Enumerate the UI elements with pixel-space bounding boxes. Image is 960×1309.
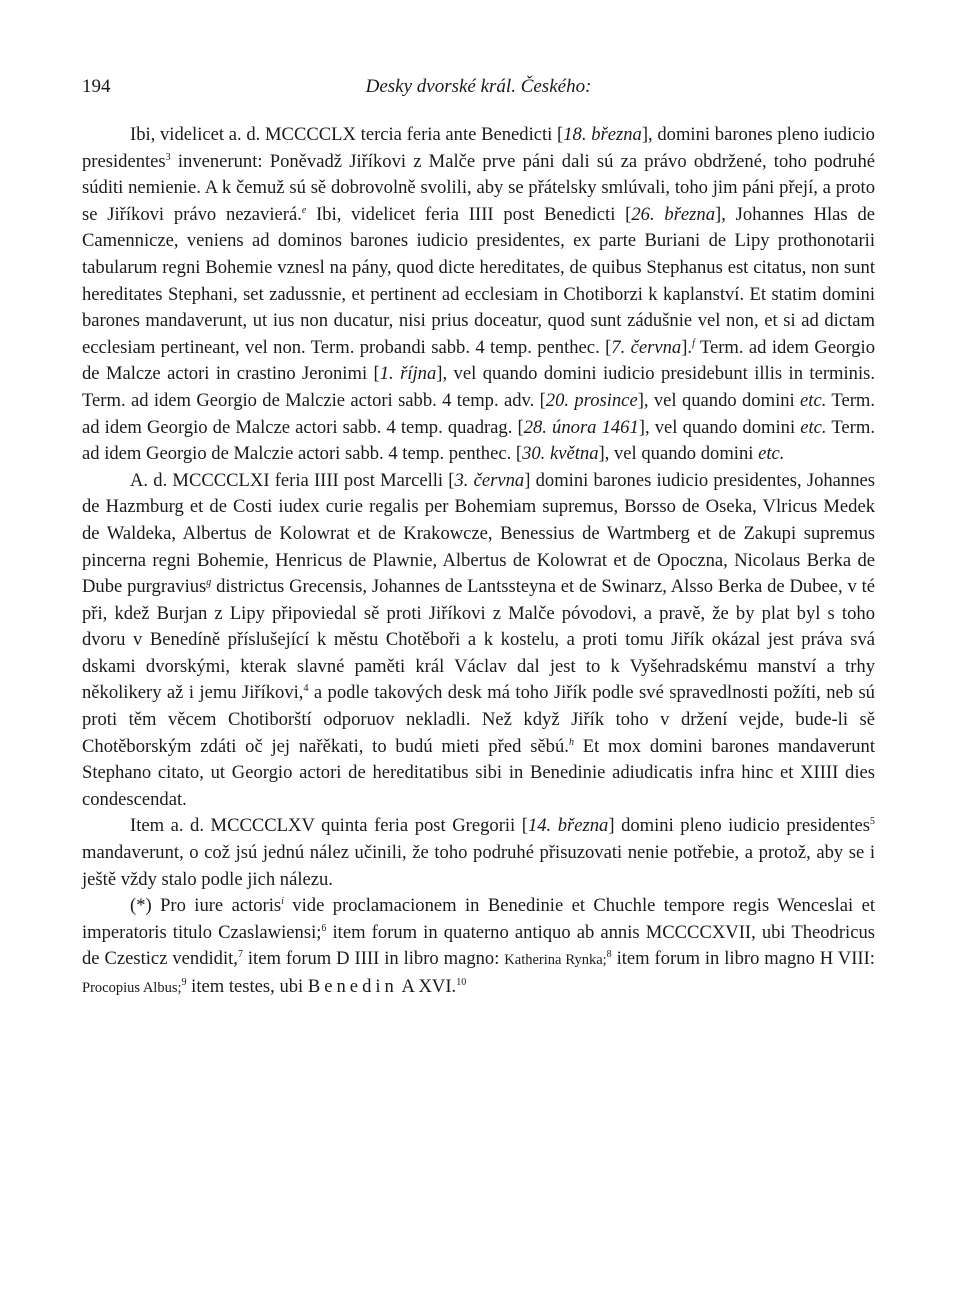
text-run: vide proclamacionem in Benedinie et Chuchle tempore regis Wenceslai et imperatoris titulo Czaslawiensi;	[82, 895, 875, 943]
paragraph-3	[82, 813, 875, 893]
page-number: 194	[82, 76, 111, 97]
document-body	[82, 122, 875, 1002]
footnote-ref: 10	[456, 976, 467, 988]
footnote-ref: h	[568, 736, 574, 748]
date-note: 30. května	[522, 443, 599, 465]
paragraph-2	[82, 468, 875, 814]
text-run: Term. ad idem Georgio de Malcze actori sabb. 4 temp. quadrag. [	[82, 389, 875, 438]
text-run: Ibi, videlicet feria IIII post Benedicti [	[306, 203, 632, 225]
etc-abbrev: etc.	[800, 416, 827, 438]
page-header	[82, 76, 875, 106]
footnote-ref: g	[206, 576, 212, 588]
text-run: A XVI.	[397, 976, 457, 997]
text-run: Term. ad idem Georgio de Malczie actori sabb. 4 temp. penthec. [	[82, 416, 875, 465]
footnote-ref: e	[301, 204, 307, 216]
date-note: 1. října	[379, 363, 437, 385]
text-run: Et mox domini barones mandaverunt Stephano citato, ut Georgio actori de hereditatibus sibi in Benedinie adiudicatis infra hinc et XIIII dies condescendat.	[82, 735, 875, 810]
footnote-ref: 6	[321, 922, 327, 934]
footnote-ref: 3	[165, 151, 171, 163]
date-note: 7. června	[611, 336, 682, 358]
text-run: item forum in quaterno antiquo ab annis MCCCCXVII, ubi Theodricus de Czesticz vendidit,	[82, 921, 875, 970]
date-note: 28. února 1461	[523, 416, 639, 438]
text-run: ], domini barones pleno iudicio presidentes	[82, 124, 875, 172]
footnote-ref: 9	[181, 976, 187, 988]
text-run: Ibi, videlicet a. d. MCCCCLX tercia feria ante Benedicti [	[130, 124, 564, 145]
name-small: Katherina Rynka;	[504, 952, 607, 969]
date-note: 18. března	[563, 124, 642, 145]
place-spaced: Benedin	[307, 976, 398, 997]
footnote-ref: i	[281, 896, 284, 908]
text-run: ], Johannes Hlas de Camennicze, veniens ad dominos barones iudicio presidentes, ex parte Buriani de Lipy prothonotarii tabularum regni Bohemie vznesl na pány, quod dicte hereditates, de quibus Stephanus est citatus, non sunt hereditates Stephani, set zadussnie, et pertinent ad ecclesiam in Chotiborzi k kaplanství. Et statim domini barones mandaverunt, ut ius non ducatur, nisi prius doceatur, quod sunt zádušnie vel non, et si ad dictam ecclesiam pertineant, vel non. Term. probandi sabb. 4 temp. penthec. [	[82, 203, 875, 358]
text-run: mandaverunt, o což jsú jednú nález učinili, že toho podruhé přisuzovati nenie potřebie, a protož, aby se i ještě vždy stalo podle jich nálezu.	[82, 842, 875, 890]
paragraph-1	[82, 122, 875, 468]
text-run: ] domini pleno iudicio presidentes	[608, 815, 870, 837]
date-note: 3. června	[454, 469, 525, 491]
text-run: ].	[681, 336, 693, 358]
paragraph-4	[82, 893, 875, 1001]
text-run: Item a. d. MCCCCLXV quinta feria post Gregorii [	[130, 815, 528, 837]
etc-abbrev: etc.	[800, 389, 827, 411]
name-small: Procopius Albus;	[82, 980, 182, 996]
text-run: ], vel quando domini iudicio presidebunt illis in terminis. Term. ad idem Georgio de Malczie actori sabb. 4 temp. adv. [	[82, 363, 876, 411]
text-run: ] domini barones iudicio presidentes, Johannes de Hazmburg et de Costi iudex curie regalis per Bohemiam supremus, Borsso de Oseka, Vlricus Medek de Waldeka, Albertus de Kolowrat et de Krakowcze, Benessius de Wartmberg et de Zakupi supremus pincerna regni Bohemie, Henricus de Plawnie, Albertus de Kolowrat et de Opoczna, Nicolaus Berka de Dube purgravius	[82, 469, 876, 598]
footnote-ref: 7	[237, 949, 243, 961]
text-run: ], vel quando domini	[598, 443, 759, 465]
text-run: Term. ad idem Georgio de Malcze actori in crastino Jeronimi [	[82, 336, 875, 385]
footnote-ref: 4	[303, 683, 309, 695]
date-note: 14. března	[527, 815, 609, 837]
footnote-ref: f	[692, 337, 695, 349]
text-run: a podle takových desk má toho Jiřík podle své spravedlnosti požíti, neb sú proti těm věcem Chotiborští odporuov nekladli. Než když Jiřík toho v držení vejde, bude-li sě Chotěborským zdáti oč jej nařěkati, to budú mieti před sěbú.	[82, 682, 875, 757]
date-note: 26. března	[631, 203, 716, 225]
running-title: Desky dvorské král. Českého:	[365, 76, 592, 97]
footnote-ref: 5	[869, 816, 875, 828]
text-run: item testes, ubi	[186, 976, 308, 997]
text-run: A. d. MCCCCLXI feria IIII post Marcelli [	[130, 469, 455, 491]
date-note: 20. prosince	[545, 389, 638, 411]
text-run: (*) Pro iure actoris	[130, 895, 282, 917]
document-page	[82, 76, 875, 1002]
text-run: ], vel quando domini	[637, 389, 801, 411]
text-run: ], vel quando domini	[638, 416, 801, 438]
text-run: item forum in libro magno H VIII:	[611, 948, 875, 970]
text-run: invenerunt: Poněvadž Jiříkovi z Malče prve páni dali sú za právo obdržené, toho podruhé súditi nemienie. A k čemuž sú sě dobrovolně svolili, aby se přátelsky smlúvali, toho jim páni přejí, a proto se Jiříkovi právo nezavierá.	[82, 150, 875, 225]
text-run: item forum D IIII in libro magno:	[242, 948, 505, 970]
text-run: districtus Grecensis, Johannes de Lantssteyna et de Swinarz, Alsso Berka de Dubee, v té při, kdež Burjan z Lipy připoviedal sě proti Jiříkovi z Malče póvodovi, a pravě, že by plat byl s toho dvoru v Benedíně příslušející k městu Chotěboři a k kostelu, a proti tomu Jiřík okázal jest práva svá dskami dvorskými, kterak slavné paměti král Václav dal jest to k Vyšehradskému manství a trhy několikery až i jemu Jiříkovi,	[82, 576, 875, 704]
footnote-ref: 8	[606, 949, 612, 961]
etc-abbrev: etc.	[758, 443, 785, 465]
